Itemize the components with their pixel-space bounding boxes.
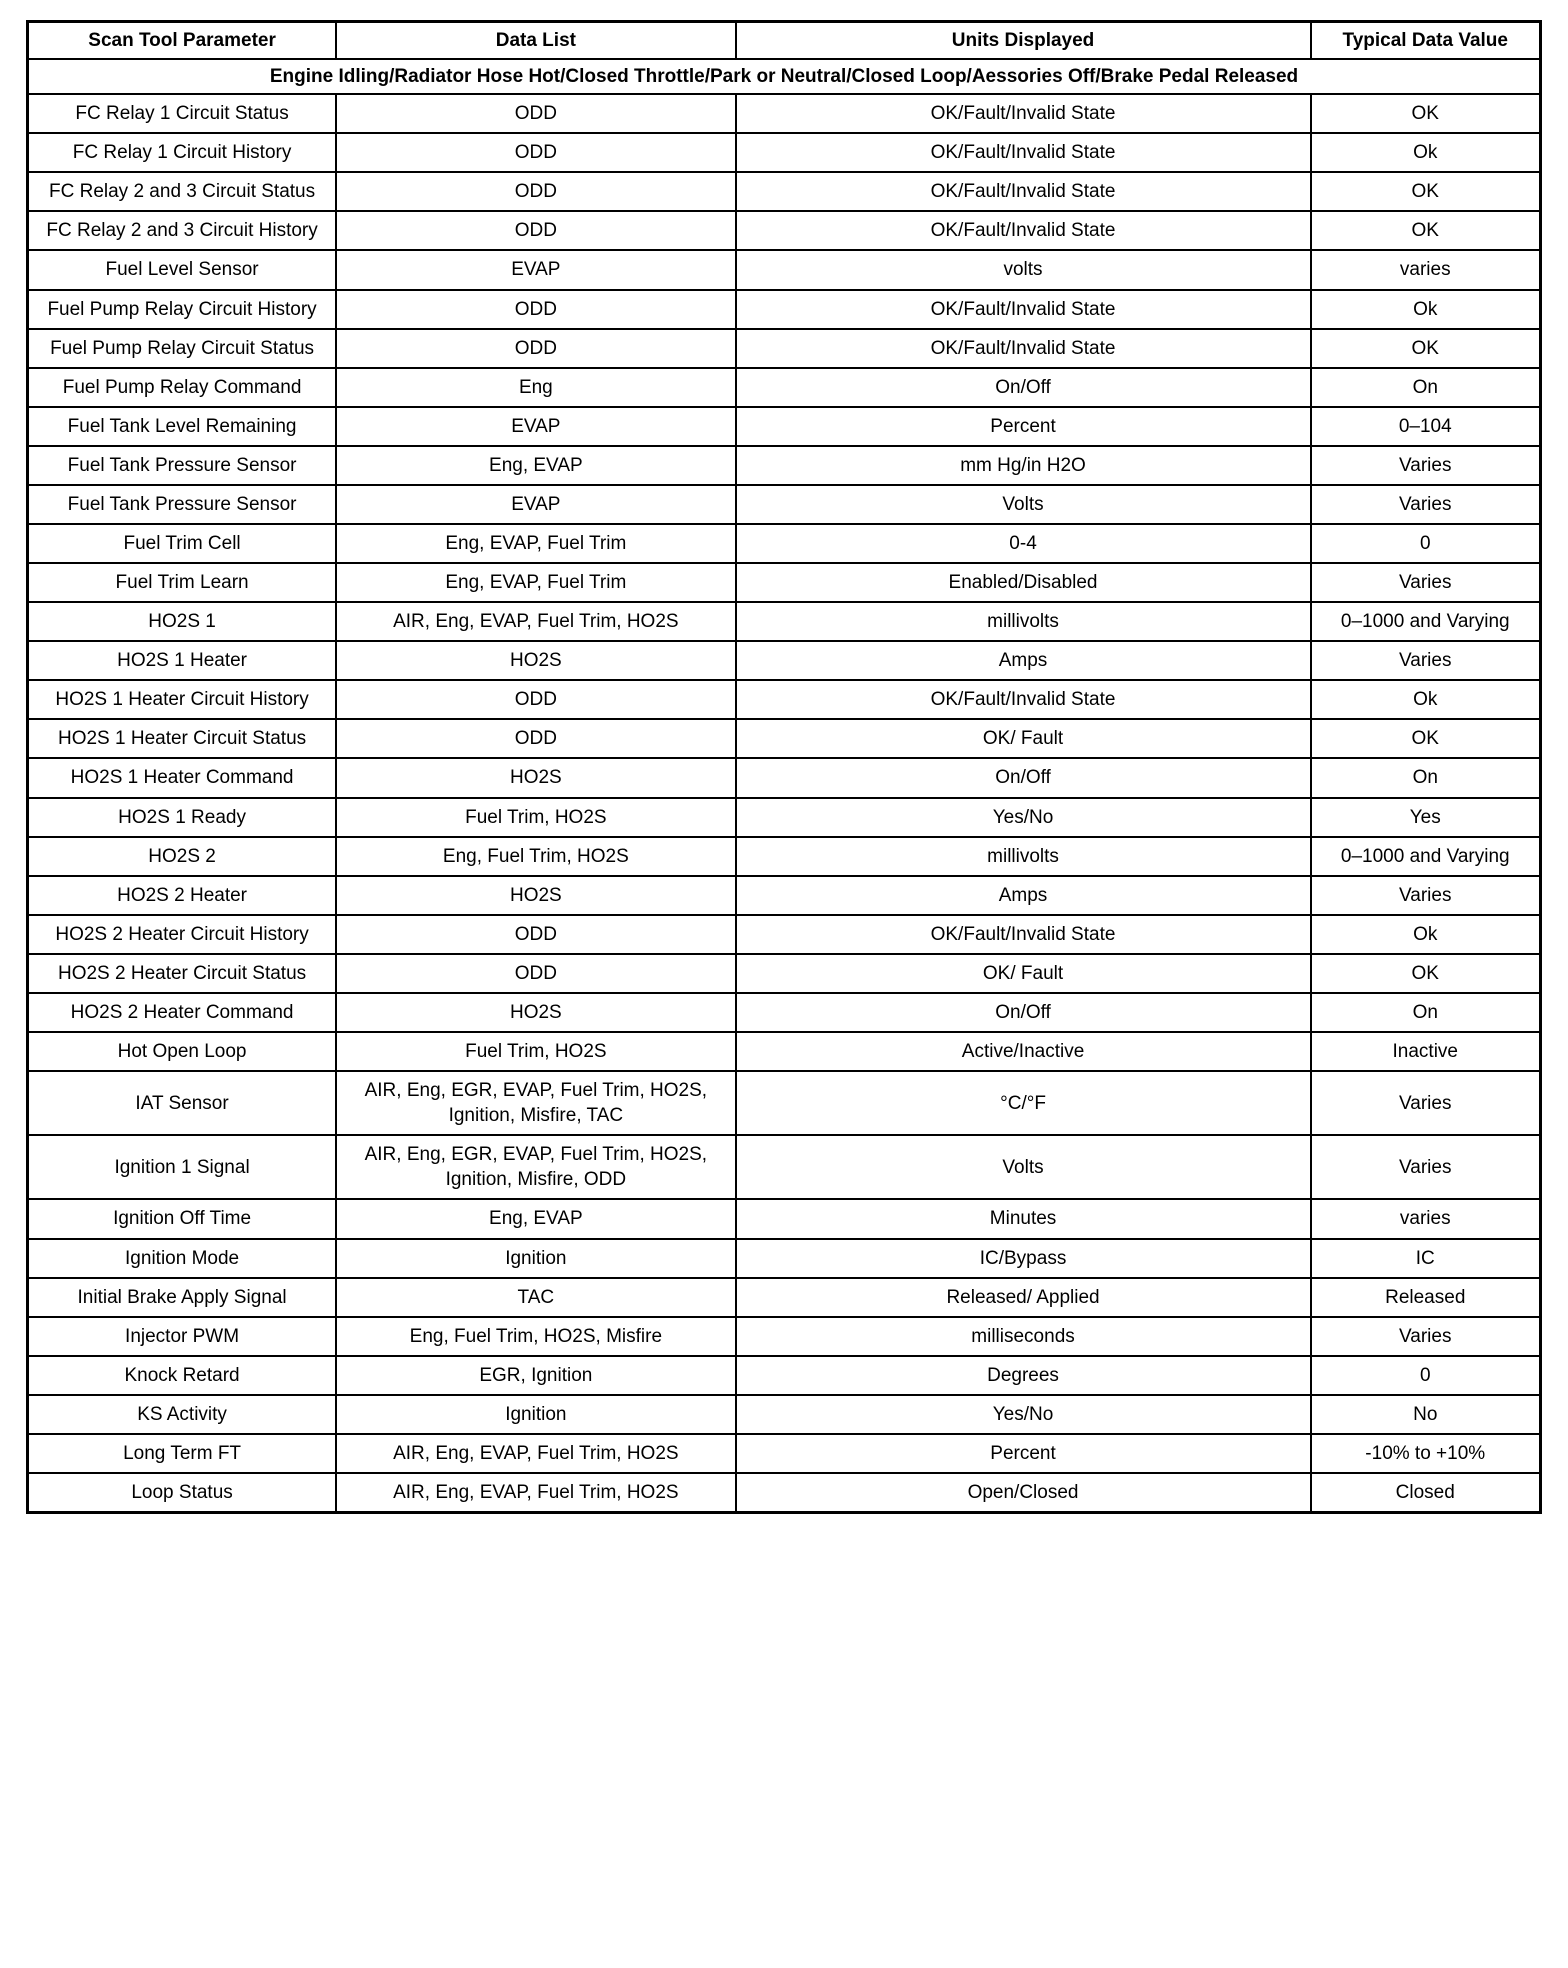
table-row [28,798,1541,837]
condition-text: Engine Idling/Radiator Hose Hot/Closed Throttle/Park or Neutral/Closed Loop/Aessories Off/Brake Pedal Released [28,59,1541,94]
param-cell: FC Relay 1 Circuit Status [28,94,337,133]
table-row [28,524,1541,563]
value-cell: On [1311,993,1541,1032]
units-cell: Active/Inactive [736,1032,1311,1071]
units-cell: 0-4 [736,524,1311,563]
value-cell: On [1311,368,1541,407]
datalist-cell: AIR, Eng, EVAP, Fuel Trim, HO2S [336,1473,735,1513]
datalist-cell: Fuel Trim, HO2S [336,1032,735,1071]
param-cell: HO2S 1 Heater Circuit Status [28,719,337,758]
param-cell: Long Term FT [28,1434,337,1473]
table-row [28,915,1541,954]
param-cell: KS Activity [28,1395,337,1434]
value-cell: varies [1311,250,1541,289]
table-body [28,94,1541,1512]
units-cell: Minutes [736,1199,1311,1238]
datalist-cell: Ignition [336,1239,735,1278]
datalist-cell: Ignition [336,1395,735,1434]
value-cell: IC [1311,1239,1541,1278]
table-row [28,563,1541,602]
units-cell: OK/ Fault [736,719,1311,758]
param-cell: Hot Open Loop [28,1032,337,1071]
datalist-cell: ODD [336,329,735,368]
datalist-cell: TAC [336,1278,735,1317]
datalist-cell: ODD [336,290,735,329]
param-cell: Fuel Trim Cell [28,524,337,563]
param-cell: HO2S 2 Heater Circuit History [28,915,337,954]
value-cell: Varies [1311,563,1541,602]
datalist-cell: ODD [336,719,735,758]
units-cell: Volts [736,1135,1311,1199]
table-row [28,250,1541,289]
value-cell: -10% to +10% [1311,1434,1541,1473]
units-cell: OK/Fault/Invalid State [736,211,1311,250]
units-cell: Enabled/Disabled [736,563,1311,602]
param-cell: HO2S 1 [28,602,337,641]
header-data-list: Data List [336,22,735,60]
value-cell: OK [1311,954,1541,993]
param-cell: Ignition Mode [28,1239,337,1278]
units-cell: Yes/No [736,1395,1311,1434]
value-cell: OK [1311,94,1541,133]
table-row [28,1317,1541,1356]
units-cell: OK/ Fault [736,954,1311,993]
param-cell: Injector PWM [28,1317,337,1356]
units-cell: OK/Fault/Invalid State [736,290,1311,329]
datalist-cell: HO2S [336,641,735,680]
datalist-cell: AIR, Eng, EGR, EVAP, Fuel Trim, HO2S, Ignition, Misfire, ODD [336,1135,735,1199]
value-cell: Varies [1311,876,1541,915]
table-row [28,1071,1541,1135]
datalist-cell: AIR, Eng, EVAP, Fuel Trim, HO2S [336,1434,735,1473]
datalist-cell: Fuel Trim, HO2S [336,798,735,837]
table-row [28,172,1541,211]
datalist-cell: Eng, EVAP, Fuel Trim [336,524,735,563]
value-cell: Ok [1311,680,1541,719]
datalist-cell: HO2S [336,876,735,915]
datalist-cell: ODD [336,954,735,993]
units-cell: OK/Fault/Invalid State [736,172,1311,211]
table-row [28,133,1541,172]
units-cell: OK/Fault/Invalid State [736,680,1311,719]
value-cell: 0–104 [1311,407,1541,446]
table-row [28,602,1541,641]
datalist-cell: EVAP [336,250,735,289]
table-row [28,680,1541,719]
table-row [28,485,1541,524]
value-cell: 0 [1311,1356,1541,1395]
units-cell: Amps [736,876,1311,915]
units-cell: Degrees [736,1356,1311,1395]
units-cell: OK/Fault/Invalid State [736,94,1311,133]
table-row [28,1395,1541,1434]
units-cell: Yes/No [736,798,1311,837]
datalist-cell: HO2S [336,993,735,1032]
datalist-cell: Eng, EVAP [336,446,735,485]
param-cell: Fuel Tank Pressure Sensor [28,446,337,485]
units-cell: On/Off [736,368,1311,407]
units-cell: On/Off [736,993,1311,1032]
datalist-cell: HO2S [336,758,735,797]
units-cell: OK/Fault/Invalid State [736,915,1311,954]
table-row [28,641,1541,680]
datalist-cell: EGR, Ignition [336,1356,735,1395]
header-units-displayed: Units Displayed [736,22,1311,60]
value-cell: Varies [1311,1071,1541,1135]
table-row [28,211,1541,250]
datalist-cell: Eng, Fuel Trim, HO2S [336,837,735,876]
table-row [28,1434,1541,1473]
datalist-cell: ODD [336,94,735,133]
value-cell: Ok [1311,915,1541,954]
units-cell: Volts [736,485,1311,524]
datalist-cell: ODD [336,915,735,954]
datalist-cell: ODD [336,172,735,211]
table-row [28,1356,1541,1395]
units-cell: OK/Fault/Invalid State [736,133,1311,172]
param-cell: HO2S 2 [28,837,337,876]
table-row [28,1199,1541,1238]
param-cell: Fuel Pump Relay Command [28,368,337,407]
table-row [28,407,1541,446]
value-cell: Varies [1311,641,1541,680]
param-cell: HO2S 1 Heater Circuit History [28,680,337,719]
datalist-cell: Eng, EVAP [336,1199,735,1238]
param-cell: HO2S 1 Heater Command [28,758,337,797]
units-cell: OK/Fault/Invalid State [736,329,1311,368]
table-row [28,954,1541,993]
param-cell: Fuel Pump Relay Circuit Status [28,329,337,368]
units-cell: IC/Bypass [736,1239,1311,1278]
param-cell: Fuel Tank Pressure Sensor [28,485,337,524]
table-row [28,719,1541,758]
datalist-cell: AIR, Eng, EVAP, Fuel Trim, HO2S [336,602,735,641]
units-cell: volts [736,250,1311,289]
units-cell: On/Off [736,758,1311,797]
units-cell: milliseconds [736,1317,1311,1356]
units-cell: Percent [736,407,1311,446]
table-row [28,368,1541,407]
datalist-cell: Eng [336,368,735,407]
value-cell: Varies [1311,1135,1541,1199]
datalist-cell: AIR, Eng, EGR, EVAP, Fuel Trim, HO2S, Ignition, Misfire, TAC [336,1071,735,1135]
param-cell: IAT Sensor [28,1071,337,1135]
table-row [28,446,1541,485]
param-cell: FC Relay 2 and 3 Circuit Status [28,172,337,211]
value-cell: OK [1311,211,1541,250]
datalist-cell: Eng, EVAP, Fuel Trim [336,563,735,602]
value-cell: OK [1311,329,1541,368]
param-cell: Fuel Level Sensor [28,250,337,289]
units-cell: Amps [736,641,1311,680]
units-cell: Percent [736,1434,1311,1473]
units-cell: Released/ Applied [736,1278,1311,1317]
scan-tool-parameter-table [26,20,1542,1514]
table-row [28,1135,1541,1199]
param-cell: Fuel Pump Relay Circuit History [28,290,337,329]
table-row [28,1239,1541,1278]
value-cell: Varies [1311,1317,1541,1356]
units-cell: °C/°F [736,1071,1311,1135]
value-cell: Closed [1311,1473,1541,1513]
value-cell: Yes [1311,798,1541,837]
table-row [28,290,1541,329]
value-cell: 0–1000 and Varying [1311,837,1541,876]
table-row [28,993,1541,1032]
datalist-cell: Eng, Fuel Trim, HO2S, Misfire [336,1317,735,1356]
header-row [28,22,1541,60]
param-cell: FC Relay 2 and 3 Circuit History [28,211,337,250]
param-cell: Initial Brake Apply Signal [28,1278,337,1317]
value-cell: Ok [1311,290,1541,329]
param-cell: FC Relay 1 Circuit History [28,133,337,172]
param-cell: Knock Retard [28,1356,337,1395]
units-cell: millivolts [736,837,1311,876]
datalist-cell: ODD [336,133,735,172]
datalist-cell: EVAP [336,407,735,446]
header-scan-tool-parameter: Scan Tool Parameter [28,22,337,60]
units-cell: mm Hg/in H2O [736,446,1311,485]
value-cell: OK [1311,719,1541,758]
table-row [28,329,1541,368]
param-cell: Fuel Tank Level Remaining [28,407,337,446]
table-row [28,758,1541,797]
value-cell: 0 [1311,524,1541,563]
value-cell: Inactive [1311,1032,1541,1071]
units-cell: millivolts [736,602,1311,641]
value-cell: No [1311,1395,1541,1434]
value-cell: varies [1311,1199,1541,1238]
header-typical-data-value: Typical Data Value [1311,22,1541,60]
value-cell: OK [1311,172,1541,211]
param-cell: HO2S 2 Heater [28,876,337,915]
datalist-cell: EVAP [336,485,735,524]
units-cell: Open/Closed [736,1473,1311,1513]
condition-row [28,59,1541,94]
table-row [28,94,1541,133]
param-cell: Ignition 1 Signal [28,1135,337,1199]
param-cell: HO2S 1 Heater [28,641,337,680]
param-cell: Fuel Trim Learn [28,563,337,602]
table-row [28,1032,1541,1071]
table-row [28,1278,1541,1317]
param-cell: HO2S 1 Ready [28,798,337,837]
value-cell: Released [1311,1278,1541,1317]
param-cell: Loop Status [28,1473,337,1513]
value-cell: 0–1000 and Varying [1311,602,1541,641]
datalist-cell: ODD [336,211,735,250]
datalist-cell: ODD [336,680,735,719]
value-cell: Ok [1311,133,1541,172]
value-cell: On [1311,758,1541,797]
table-row [28,837,1541,876]
value-cell: Varies [1311,446,1541,485]
table-row [28,876,1541,915]
table-row [28,1473,1541,1513]
param-cell: HO2S 2 Heater Circuit Status [28,954,337,993]
param-cell: HO2S 2 Heater Command [28,993,337,1032]
param-cell: Ignition Off Time [28,1199,337,1238]
value-cell: Varies [1311,485,1541,524]
